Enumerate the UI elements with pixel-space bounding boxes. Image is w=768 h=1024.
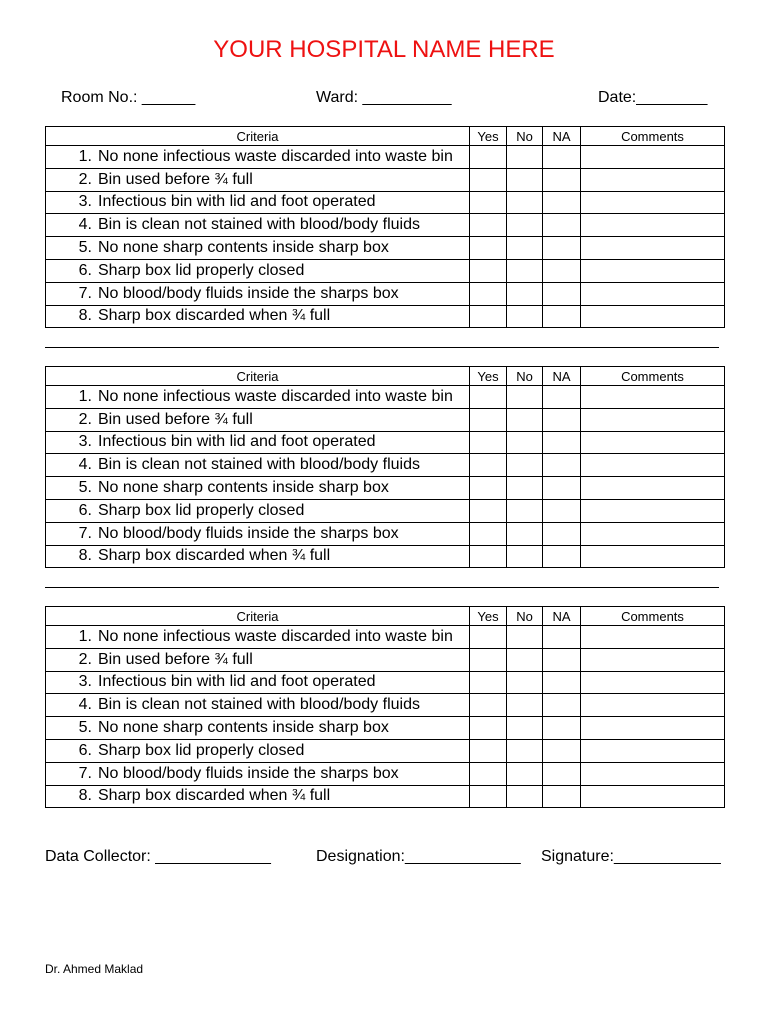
- criteria-text: Sharp box lid properly closed: [98, 261, 305, 279]
- criteria-number: 3.: [78, 433, 92, 451]
- criteria-header: Criteria: [46, 367, 470, 386]
- yes-cell[interactable]: [470, 671, 507, 694]
- na-cell[interactable]: [543, 477, 581, 500]
- no-header: No: [507, 367, 543, 386]
- na-cell[interactable]: [543, 237, 581, 260]
- comments-cell[interactable]: [581, 739, 725, 762]
- no-cell[interactable]: [507, 626, 543, 649]
- no-cell[interactable]: [507, 408, 543, 431]
- table-header-row: [46, 367, 725, 386]
- criteria-cell: [46, 477, 470, 500]
- no-cell[interactable]: [507, 214, 543, 237]
- criteria-text: Sharp box lid properly closed: [98, 741, 305, 759]
- criteria-text: No blood/body fluids inside the sharps box: [98, 764, 399, 782]
- yes-header: Yes: [470, 607, 507, 626]
- criteria-number: 8.: [78, 307, 92, 325]
- comments-cell[interactable]: [581, 282, 725, 305]
- criteria-cell: [46, 168, 470, 191]
- no-cell[interactable]: [507, 454, 543, 477]
- comments-cell[interactable]: [581, 499, 725, 522]
- criteria-cell: [46, 648, 470, 671]
- na-cell[interactable]: [543, 762, 581, 785]
- date-field: Date:________: [598, 89, 708, 106]
- table-row: [46, 454, 725, 477]
- yes-header: Yes: [470, 367, 507, 386]
- na-cell[interactable]: [543, 431, 581, 454]
- no-cell[interactable]: [507, 191, 543, 214]
- comments-cell[interactable]: [581, 762, 725, 785]
- na-cell[interactable]: [543, 648, 581, 671]
- criteria-cell: [46, 671, 470, 694]
- criteria-cell: [46, 545, 470, 568]
- no-cell[interactable]: [507, 431, 543, 454]
- criteria-number: 7.: [78, 284, 92, 302]
- criteria-number: 8.: [78, 547, 92, 565]
- criteria-text: Infectious bin with lid and foot operated: [98, 193, 376, 211]
- table-row: [46, 522, 725, 545]
- criteria-cell: [46, 739, 470, 762]
- criteria-text: Sharp box discarded when ¾ full: [98, 547, 331, 565]
- yes-cell[interactable]: [470, 626, 507, 649]
- yes-cell[interactable]: [470, 694, 507, 717]
- criteria-text: Bin is clean not stained with blood/body fluids: [98, 216, 420, 234]
- na-cell[interactable]: [543, 259, 581, 282]
- table-row: [46, 168, 725, 191]
- comments-cell[interactable]: [581, 785, 725, 808]
- na-cell[interactable]: [543, 739, 581, 762]
- no-cell[interactable]: [507, 146, 543, 169]
- no-cell[interactable]: [507, 282, 543, 305]
- na-header: NA: [543, 607, 581, 626]
- criteria-cell: [46, 259, 470, 282]
- yes-cell[interactable]: [470, 522, 507, 545]
- comments-cell[interactable]: [581, 694, 725, 717]
- yes-cell[interactable]: [470, 237, 507, 260]
- comments-cell[interactable]: [581, 454, 725, 477]
- table-row: [46, 671, 725, 694]
- yes-cell[interactable]: [470, 499, 507, 522]
- comments-cell[interactable]: [581, 477, 725, 500]
- criteria-cell: [46, 499, 470, 522]
- comments-cell[interactable]: [581, 237, 725, 260]
- no-cell[interactable]: [507, 648, 543, 671]
- table-row: [46, 477, 725, 500]
- comments-cell[interactable]: [581, 305, 725, 328]
- criteria-text: Bin used before ¾ full: [98, 170, 253, 188]
- criteria-number: 5.: [78, 719, 92, 737]
- comments-cell[interactable]: [581, 191, 725, 214]
- na-cell[interactable]: [543, 454, 581, 477]
- yes-cell[interactable]: [470, 168, 507, 191]
- yes-cell[interactable]: [470, 545, 507, 568]
- na-cell[interactable]: [543, 499, 581, 522]
- na-cell[interactable]: [543, 214, 581, 237]
- no-cell[interactable]: [507, 386, 543, 409]
- criteria-number: 8.: [78, 787, 92, 805]
- author-credit: Dr. Ahmed Maklad: [45, 962, 144, 976]
- criteria-number: 5.: [78, 479, 92, 497]
- criteria-cell: [46, 522, 470, 545]
- criteria-text: Bin used before ¾ full: [98, 650, 253, 668]
- criteria-text: No none sharp contents inside sharp box: [98, 719, 389, 737]
- criteria-cell: [46, 762, 470, 785]
- comments-header: Comments: [581, 607, 725, 626]
- criteria-cell: [46, 454, 470, 477]
- audit-table-3: [45, 606, 725, 808]
- table-row: [46, 214, 725, 237]
- criteria-text: Sharp box lid properly closed: [98, 501, 305, 519]
- no-cell[interactable]: [507, 785, 543, 808]
- comments-cell[interactable]: [581, 671, 725, 694]
- criteria-number: 2.: [78, 170, 92, 188]
- criteria-cell: [46, 785, 470, 808]
- table-row: [46, 237, 725, 260]
- table-row: [46, 386, 725, 409]
- audit-table-1: [45, 126, 725, 328]
- no-cell[interactable]: [507, 739, 543, 762]
- yes-cell[interactable]: [470, 477, 507, 500]
- comments-header: Comments: [581, 127, 725, 146]
- criteria-text: No none sharp contents inside sharp box: [98, 239, 389, 257]
- na-cell[interactable]: [543, 191, 581, 214]
- no-cell[interactable]: [507, 477, 543, 500]
- criteria-number: 3.: [78, 193, 92, 211]
- no-header: No: [507, 607, 543, 626]
- designation-field: Designation:_____________: [316, 848, 521, 865]
- criteria-number: 2.: [78, 410, 92, 428]
- na-cell[interactable]: [543, 408, 581, 431]
- no-cell[interactable]: [507, 168, 543, 191]
- room-number-field: Room No.: ______: [61, 89, 196, 106]
- criteria-number: 6.: [78, 741, 92, 759]
- criteria-cell: [46, 694, 470, 717]
- criteria-cell: [46, 214, 470, 237]
- yes-cell[interactable]: [470, 431, 507, 454]
- na-cell[interactable]: [543, 717, 581, 740]
- table-row: [46, 545, 725, 568]
- table-row: [46, 785, 725, 808]
- criteria-cell: [46, 191, 470, 214]
- criteria-cell: [46, 386, 470, 409]
- na-cell[interactable]: [543, 168, 581, 191]
- criteria-number: 4.: [78, 696, 92, 714]
- criteria-cell: [46, 717, 470, 740]
- table-row: [46, 259, 725, 282]
- na-header: NA: [543, 127, 581, 146]
- na-cell[interactable]: [543, 694, 581, 717]
- criteria-number: 7.: [78, 764, 92, 782]
- no-cell[interactable]: [507, 717, 543, 740]
- audit-table-2: [45, 366, 725, 568]
- comments-cell[interactable]: [581, 408, 725, 431]
- no-cell[interactable]: [507, 694, 543, 717]
- yes-cell[interactable]: [470, 282, 507, 305]
- criteria-text: Bin is clean not stained with blood/body fluids: [98, 696, 420, 714]
- table-row: [46, 408, 725, 431]
- yes-cell[interactable]: [470, 191, 507, 214]
- criteria-number: 2.: [78, 650, 92, 668]
- table-header-row: [46, 127, 725, 146]
- table-row: [46, 431, 725, 454]
- table-row: [46, 762, 725, 785]
- na-cell[interactable]: [543, 522, 581, 545]
- criteria-header: Criteria: [46, 607, 470, 626]
- yes-cell[interactable]: [470, 259, 507, 282]
- criteria-number: 1.: [78, 147, 92, 165]
- criteria-text: Bin is clean not stained with blood/body fluids: [98, 456, 420, 474]
- criteria-text: Infectious bin with lid and foot operated: [98, 673, 376, 691]
- criteria-cell: [46, 626, 470, 649]
- yes-cell[interactable]: [470, 762, 507, 785]
- comments-cell[interactable]: [581, 648, 725, 671]
- na-cell[interactable]: [543, 671, 581, 694]
- comments-cell[interactable]: [581, 626, 725, 649]
- na-cell[interactable]: [543, 545, 581, 568]
- comments-cell[interactable]: [581, 168, 725, 191]
- yes-cell[interactable]: [470, 408, 507, 431]
- comments-cell[interactable]: [581, 431, 725, 454]
- no-cell[interactable]: [507, 259, 543, 282]
- table-row: [46, 282, 725, 305]
- criteria-cell: [46, 305, 470, 328]
- table-row: [46, 694, 725, 717]
- yes-cell[interactable]: [470, 717, 507, 740]
- yes-header: Yes: [470, 127, 507, 146]
- comments-cell[interactable]: [581, 545, 725, 568]
- criteria-header: Criteria: [46, 127, 470, 146]
- criteria-text: No none infectious waste discarded into waste bin: [98, 387, 453, 405]
- section-divider: [45, 347, 719, 348]
- criteria-number: 6.: [78, 501, 92, 519]
- yes-cell[interactable]: [470, 648, 507, 671]
- no-cell[interactable]: [507, 237, 543, 260]
- na-cell[interactable]: [543, 305, 581, 328]
- no-header: No: [507, 127, 543, 146]
- na-cell[interactable]: [543, 785, 581, 808]
- criteria-text: No none infectious waste discarded into waste bin: [98, 627, 453, 645]
- comments-cell[interactable]: [581, 386, 725, 409]
- criteria-body: [46, 146, 725, 328]
- ward-field: Ward: __________: [316, 89, 452, 106]
- comments-cell[interactable]: [581, 214, 725, 237]
- criteria-cell: [46, 237, 470, 260]
- criteria-text: No none infectious waste discarded into waste bin: [98, 147, 453, 165]
- table-row: [46, 146, 725, 169]
- criteria-cell: [46, 408, 470, 431]
- criteria-number: 3.: [78, 673, 92, 691]
- criteria-cell: [46, 431, 470, 454]
- yes-cell[interactable]: [470, 454, 507, 477]
- criteria-text: No blood/body fluids inside the sharps box: [98, 284, 399, 302]
- table-row: [46, 717, 725, 740]
- table-row: [46, 191, 725, 214]
- table-header-row: [46, 607, 725, 626]
- yes-cell[interactable]: [470, 214, 507, 237]
- yes-cell[interactable]: [470, 386, 507, 409]
- na-cell[interactable]: [543, 386, 581, 409]
- table-row: [46, 626, 725, 649]
- criteria-text: Infectious bin with lid and foot operated: [98, 433, 376, 451]
- comments-cell[interactable]: [581, 522, 725, 545]
- criteria-number: 4.: [78, 216, 92, 234]
- na-cell[interactable]: [543, 146, 581, 169]
- na-header: NA: [543, 367, 581, 386]
- criteria-number: 1.: [78, 627, 92, 645]
- table-row: [46, 739, 725, 762]
- yes-cell[interactable]: [470, 785, 507, 808]
- no-cell[interactable]: [507, 762, 543, 785]
- comments-cell[interactable]: [581, 717, 725, 740]
- signature-field: Signature:____________: [541, 848, 721, 865]
- criteria-number: 5.: [78, 239, 92, 257]
- yes-cell[interactable]: [470, 739, 507, 762]
- no-cell[interactable]: [507, 545, 543, 568]
- criteria-number: 4.: [78, 456, 92, 474]
- table-row: [46, 648, 725, 671]
- yes-cell[interactable]: [470, 305, 507, 328]
- comments-cell[interactable]: [581, 259, 725, 282]
- section-divider: [45, 587, 719, 588]
- na-cell[interactable]: [543, 282, 581, 305]
- no-cell[interactable]: [507, 522, 543, 545]
- criteria-text: Sharp box discarded when ¾ full: [98, 787, 331, 805]
- no-cell[interactable]: [507, 305, 543, 328]
- comments-header: Comments: [581, 367, 725, 386]
- criteria-text: No none sharp contents inside sharp box: [98, 479, 389, 497]
- criteria-cell: [46, 146, 470, 169]
- criteria-number: 7.: [78, 524, 92, 542]
- no-cell[interactable]: [507, 499, 543, 522]
- data-collector-field: Data Collector: _____________: [45, 848, 271, 865]
- criteria-cell: [46, 282, 470, 305]
- na-cell[interactable]: [543, 626, 581, 649]
- comments-cell[interactable]: [581, 146, 725, 169]
- criteria-text: No blood/body fluids inside the sharps box: [98, 524, 399, 542]
- criteria-text: Bin used before ¾ full: [98, 410, 253, 428]
- table-row: [46, 499, 725, 522]
- yes-cell[interactable]: [470, 146, 507, 169]
- no-cell[interactable]: [507, 671, 543, 694]
- table-row: [46, 305, 725, 328]
- criteria-text: Sharp box discarded when ¾ full: [98, 307, 331, 325]
- criteria-body: [46, 626, 725, 808]
- criteria-body: [46, 386, 725, 568]
- criteria-number: 1.: [78, 387, 92, 405]
- criteria-number: 6.: [78, 261, 92, 279]
- hospital-name-title: YOUR HOSPITAL NAME HERE: [213, 36, 555, 63]
